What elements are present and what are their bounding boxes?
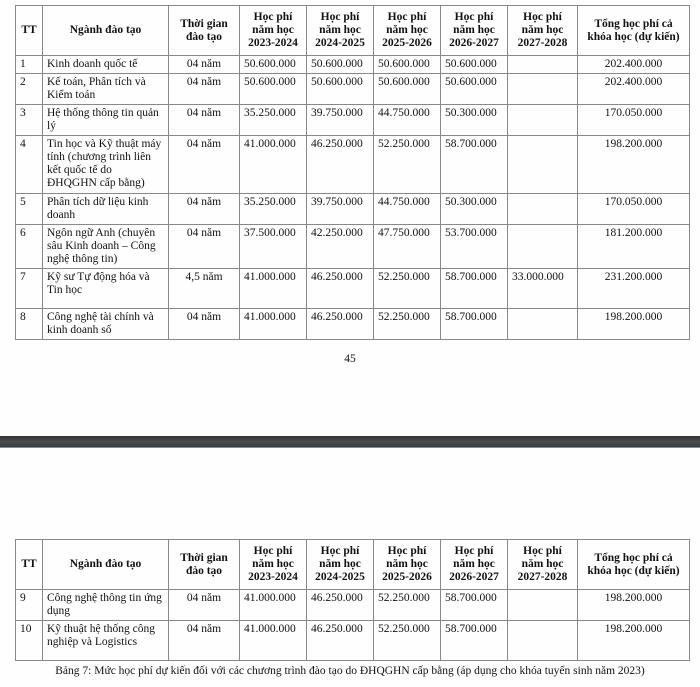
cell-fee-2027: [508, 136, 578, 194]
cell-tt: 7: [16, 269, 43, 309]
cell-fee-2026: 50.600.000: [441, 56, 508, 74]
header-duration: Thời gian đào tạo: [169, 6, 240, 56]
header-tt: TT: [16, 540, 43, 590]
cell-fee-2026: 50.300.000: [441, 105, 508, 136]
header-program: Ngành đào tạo: [43, 6, 169, 56]
cell-fee-2025: 52.250.000: [374, 621, 441, 661]
cell-duration: 04 năm: [169, 590, 240, 621]
table-row: [16, 136, 690, 194]
table-row: [16, 74, 690, 105]
cell-tt: 10: [16, 621, 43, 661]
cell-fee-2024: 46.250.000: [307, 136, 374, 194]
cell-duration: 04 năm: [169, 56, 240, 74]
cell-tt: 4: [16, 136, 43, 194]
cell-fee-2026: 50.300.000: [441, 194, 508, 225]
cell-fee-2026: 58.700.000: [441, 621, 508, 661]
table-row: [16, 590, 690, 621]
cell-program: Công nghệ tài chính và kinh doanh số: [43, 309, 169, 340]
cell-fee-2023: 41.000.000: [240, 269, 307, 309]
cell-fee-2027: [508, 309, 578, 340]
header-tt: TT: [16, 6, 43, 56]
cell-fee-2027: [508, 621, 578, 661]
cell-fee-2024: 39.750.000: [307, 105, 374, 136]
cell-duration: 04 năm: [169, 105, 240, 136]
header-fee-2025: Học phí năm học 2025-2026: [374, 6, 441, 56]
cell-total: 170.050.000: [578, 105, 690, 136]
table-row: [16, 105, 690, 136]
cell-fee-2025: 44.750.000: [374, 105, 441, 136]
cell-duration: 04 năm: [169, 136, 240, 194]
cell-fee-2026: 50.600.000: [441, 74, 508, 105]
header-fee-2024: Học phí năm học 2024-2025: [307, 540, 374, 590]
cell-fee-2026: 58.700.000: [441, 590, 508, 621]
cell-fee-2027: [508, 105, 578, 136]
tuition-table-part-1: [15, 5, 690, 340]
cell-duration: 04 năm: [169, 225, 240, 269]
cell-fee-2025: 44.750.000: [374, 194, 441, 225]
header-fee-2026: Học phí năm học 2026-2027: [441, 540, 508, 590]
cell-total: 202.400.000: [578, 56, 690, 74]
cell-program: Hệ thống thông tin quản lý: [43, 105, 169, 136]
cell-program: Công nghệ thông tin ứng dụng: [43, 590, 169, 621]
cell-fee-2023: 41.000.000: [240, 621, 307, 661]
cell-tt: 8: [16, 309, 43, 340]
cell-total: 198.200.000: [578, 136, 690, 194]
header-program: Ngành đào tạo: [43, 540, 169, 590]
cell-program: Kỹ sư Tự động hóa và Tin học: [43, 269, 169, 309]
header-fee-2023: Học phí năm học 2023-2024: [240, 6, 307, 56]
table-caption: Bảng 7: Mức học phí dự kiến đối với các chương trình đào tạo do ĐHQGHN cấp bằng (áp dụng cho khóa tuyển sinh năm 2023): [55, 665, 645, 677]
tuition-table-part-2: [15, 539, 690, 661]
cell-duration: 04 năm: [169, 309, 240, 340]
cell-total: 198.200.000: [578, 621, 690, 661]
cell-program: Ngôn ngữ Anh (chuyên sâu Kinh doanh – Công nghệ thông tin): [43, 225, 169, 269]
cell-duration: 04 năm: [169, 194, 240, 225]
cell-fee-2023: 41.000.000: [240, 136, 307, 194]
cell-fee-2023: 37.500.000: [240, 225, 307, 269]
table-header-row: [16, 6, 690, 56]
cell-program: Tin học và Kỹ thuật máy tính (chương trình liên kết quốc tế do ĐHQGHN cấp bằng): [43, 136, 169, 194]
cell-tt: 6: [16, 225, 43, 269]
cell-fee-2027: [508, 225, 578, 269]
cell-fee-2025: 52.250.000: [374, 136, 441, 194]
cell-fee-2024: 42.250.000: [307, 225, 374, 269]
cell-fee-2023: 35.250.000: [240, 105, 307, 136]
cell-fee-2025: 47.750.000: [374, 225, 441, 269]
cell-tt: 5: [16, 194, 43, 225]
cell-total: 170.050.000: [578, 194, 690, 225]
cell-fee-2027: [508, 74, 578, 105]
header-fee-2027: Học phí năm học 2027-2028: [508, 540, 578, 590]
cell-fee-2024: 50.600.000: [307, 56, 374, 74]
cell-fee-2024: 46.250.000: [307, 309, 374, 340]
cell-tt: 9: [16, 590, 43, 621]
table-header-row: [16, 540, 690, 590]
cell-program: Phân tích dữ liệu kinh doanh: [43, 194, 169, 225]
cell-duration: 04 năm: [169, 74, 240, 105]
table-row: [16, 56, 690, 74]
cell-fee-2026: 53.700.000: [441, 225, 508, 269]
cell-fee-2023: 50.600.000: [240, 56, 307, 74]
header-fee-2024: Học phí năm học 2024-2025: [307, 6, 374, 56]
table-row: [16, 194, 690, 225]
table-row: [16, 269, 690, 309]
page-number: 45: [344, 353, 356, 365]
document-page-2: [0, 449, 700, 687]
cell-fee-2025: 50.600.000: [374, 56, 441, 74]
cell-fee-2023: 50.600.000: [240, 74, 307, 105]
header-fee-2027: Học phí năm học 2027-2028: [508, 6, 578, 56]
header-duration: Thời gian đào tạo: [169, 540, 240, 590]
cell-fee-2026: 58.700.000: [441, 309, 508, 340]
cell-total: 198.200.000: [578, 309, 690, 340]
cell-fee-2023: 41.000.000: [240, 590, 307, 621]
cell-fee-2027: [508, 56, 578, 74]
cell-fee-2024: 46.250.000: [307, 590, 374, 621]
cell-fee-2024: 39.750.000: [307, 194, 374, 225]
cell-fee-2024: 50.600.000: [307, 74, 374, 105]
table-row: [16, 621, 690, 661]
cell-program: Kinh doanh quốc tế: [43, 56, 169, 74]
cell-fee-2025: 52.250.000: [374, 269, 441, 309]
cell-tt: 3: [16, 105, 43, 136]
cell-program: Kỹ thuật hệ thống công nghiệp và Logistics: [43, 621, 169, 661]
cell-fee-2025: 52.250.000: [374, 590, 441, 621]
cell-fee-2024: 46.250.000: [307, 621, 374, 661]
cell-tt: 2: [16, 74, 43, 105]
cell-fee-2025: 52.250.000: [374, 309, 441, 340]
cell-fee-2024: 46.250.000: [307, 269, 374, 309]
page-separator: [0, 436, 700, 448]
cell-fee-2023: 41.000.000: [240, 309, 307, 340]
cell-fee-2027: [508, 590, 578, 621]
table-row: [16, 309, 690, 340]
cell-total: 231.200.000: [578, 269, 690, 309]
cell-fee-2027: 33.000.000: [508, 269, 578, 309]
cell-tt: 1: [16, 56, 43, 74]
cell-fee-2027: [508, 194, 578, 225]
table-row: [16, 225, 690, 269]
cell-duration: 4,5 năm: [169, 269, 240, 309]
cell-program: Kế toán, Phân tích và Kiểm toán: [43, 74, 169, 105]
cell-total: 198.200.000: [578, 590, 690, 621]
cell-total: 181.200.000: [578, 225, 690, 269]
cell-fee-2025: 50.600.000: [374, 74, 441, 105]
cell-duration: 04 năm: [169, 621, 240, 661]
cell-fee-2026: 58.700.000: [441, 269, 508, 309]
header-total: Tổng học phí cả khóa học (dự kiến): [578, 6, 690, 56]
header-fee-2023: Học phí năm học 2023-2024: [240, 540, 307, 590]
cell-fee-2023: 35.250.000: [240, 194, 307, 225]
header-fee-2025: Học phí năm học 2025-2026: [374, 540, 441, 590]
cell-fee-2026: 58.700.000: [441, 136, 508, 194]
cell-total: 202.400.000: [578, 74, 690, 105]
header-total: Tổng học phí cả khóa học (dự kiến): [578, 540, 690, 590]
header-fee-2026: Học phí năm học 2026-2027: [441, 6, 508, 56]
